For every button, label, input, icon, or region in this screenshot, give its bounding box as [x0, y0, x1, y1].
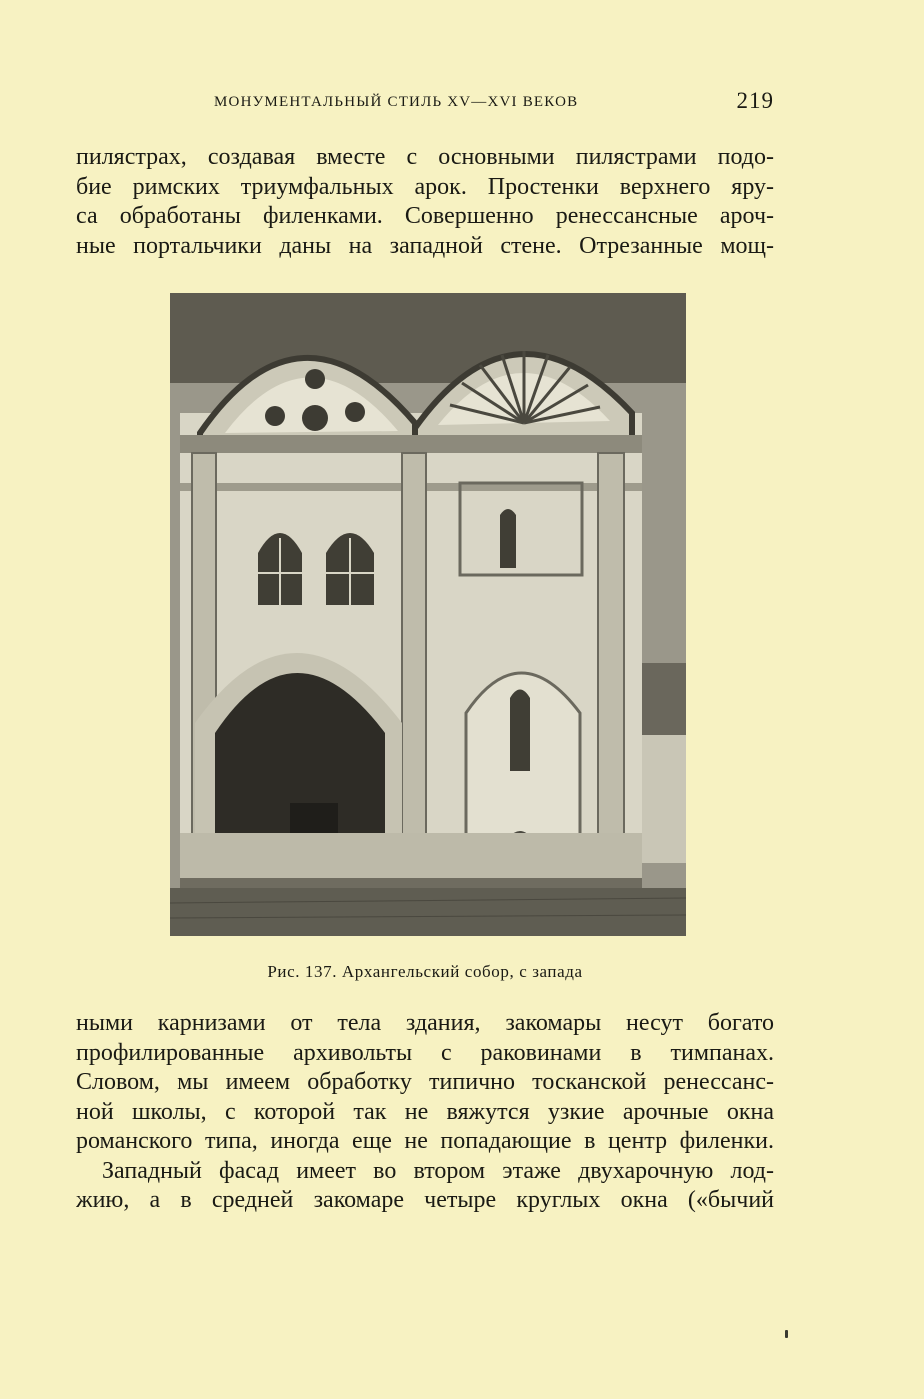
text-line: ные портальчики даны на западной стене. Отрезанные мощ- — [76, 232, 774, 259]
figure-caption: Рис. 137. Архангельский собор, с запада — [267, 962, 583, 981]
text-line: романского типа, иногда еще не попадающие в центр филенки. — [76, 1128, 774, 1154]
body-text-bottom — [76, 1009, 774, 1216]
text-line: са обработаны филенками. Совершенно ренессансные ароч- — [76, 203, 774, 229]
cathedral-photo — [170, 293, 686, 936]
text-line: ными карнизами от тела здания, закомары несут богато — [76, 1010, 774, 1036]
page-header — [76, 88, 774, 116]
text-line: бие римских триумфальных арок. Простенки верхнего яру- — [76, 173, 774, 200]
text-line: Западный фасад имеет во втором этаже двухарочную лод- — [102, 1157, 774, 1184]
text-line: пилястрах, создавая вместе с основными пилястрами подо- — [76, 144, 774, 170]
text-line: жию, а в средней закомаре четыре круглых окна («бычий — [76, 1187, 774, 1213]
stray-ink-mark — [785, 1330, 788, 1338]
text-line: Словом, мы имеем обработку типично тосканской ренессанс- — [76, 1069, 774, 1095]
text-line: профилированные архивольты с раковинами в тимпанах. — [76, 1039, 774, 1066]
text-line: ной школы, с которой так не вяжутся узкие арочные окна — [76, 1098, 774, 1125]
page-number: 219 — [736, 88, 774, 113]
body-text-top — [76, 143, 774, 261]
running-title: МОНУМЕНТАЛЬНЫЙ СТИЛЬ XV—XVI ВЕКОВ — [214, 94, 579, 110]
